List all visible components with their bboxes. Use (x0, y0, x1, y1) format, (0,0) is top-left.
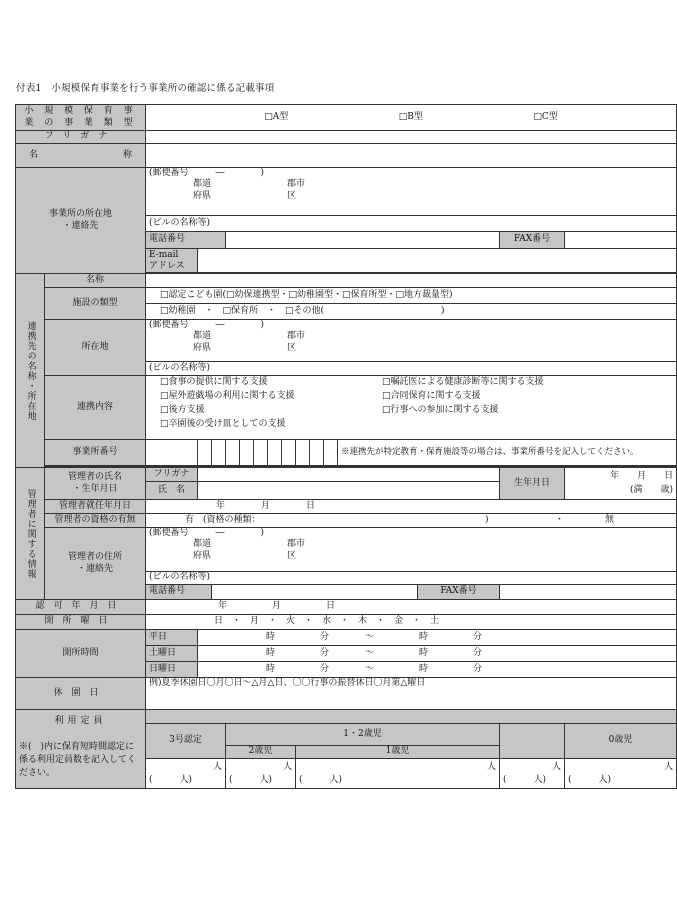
manager-birth-field[interactable]: 年 月 日 (満 歳) (565, 468, 677, 500)
office-number-digit[interactable] (198, 440, 212, 466)
hours-sunday-label: 日曜日 (146, 662, 198, 678)
hours-saturday-field[interactable]: 時 分 ～ 時 分 (198, 646, 677, 662)
manager-birth-label: 生年月日 (500, 468, 565, 500)
partner-name-field[interactable] (146, 274, 677, 288)
manager-city: 郡市 区 (287, 539, 306, 561)
capacity-label-cell (16, 710, 146, 789)
capacity-label: 利用定員 (54, 716, 107, 726)
office-email-field[interactable] (198, 249, 677, 273)
manager-tel-field[interactable] (212, 585, 418, 600)
capacity-unit: 人 (551, 761, 561, 772)
furigana-field[interactable] (146, 131, 677, 144)
partner-facility-option2[interactable]: □幼稚園 ・ □保育所 ・ □その他( ) (146, 304, 677, 320)
name-label: 名 称 (16, 144, 146, 168)
office-postal-block[interactable] (146, 168, 677, 216)
capacity-unit-short: ( 人) (229, 774, 273, 785)
office-city: 郡市 区 (287, 179, 306, 201)
partner-office-number-label: 事業所番号 (45, 440, 146, 466)
manager-postal-block[interactable] (146, 528, 677, 572)
type-options (146, 105, 677, 131)
capacity-age2-field[interactable] (296, 759, 500, 789)
open-days-field[interactable]: 日 ・ 月 ・ 火 ・ 水 ・ 木 ・ 金 ・ 土 (146, 615, 677, 630)
manager-building[interactable]: (ビルの名称等) (146, 572, 677, 585)
partner-facility-option1[interactable]: □認定こども園(□幼保連携型・□幼稚園型・□保育所型・□地方裁量型) (146, 288, 677, 304)
hours-sunday-field[interactable]: 時 分 ～ 時 分 (198, 662, 677, 678)
holidays-field[interactable]: 例)夏季休園日〇月〇日～△月△日、〇〇行事の振替休日〇月第△曜日 (146, 678, 677, 710)
office-number-digit[interactable] (310, 440, 324, 466)
manager-fax-field[interactable] (500, 585, 677, 600)
support-joint-care-checkbox[interactable]: □合同保育に関する支援 (382, 390, 481, 401)
hours-label: 開所時間 (16, 630, 146, 678)
support-playground-checkbox[interactable]: □屋外遊戯場の利用に関する支援 (160, 390, 295, 401)
capacity-unit: 人 (486, 761, 496, 772)
manager-qual-yes[interactable]: 有 (資格の種類： (185, 514, 261, 525)
capacity-age2-label: 2歳児 (226, 746, 296, 759)
partner-name-label: 名称 (45, 274, 146, 288)
form-caption: 付表1 小規模保育事業を行う事業所の確認に係る記載事項 (16, 83, 275, 94)
manager-postal: (郵便番号 ― ) (149, 528, 265, 538)
capacity-unit: 人 (282, 761, 292, 772)
office-number-digit[interactable] (212, 440, 226, 466)
type-label: 小 規 模 保 育 事 業 の 事 業 類 型 (16, 105, 146, 131)
manager-fax-label: FAX番号 (418, 585, 500, 600)
furigana-label: フリガナ (16, 131, 146, 144)
name-field[interactable] (146, 144, 677, 168)
manager-start-label: 管理者就任年月日 (45, 500, 146, 514)
office-number-digit[interactable] (226, 440, 240, 466)
support-backup-checkbox[interactable]: □後方支援 (160, 404, 205, 415)
support-meal-checkbox[interactable]: □食事の提供に関する支援 (160, 377, 268, 387)
hours-weekday-field[interactable]: 時 分 ～ 時 分 (198, 630, 677, 646)
office-fax-label: FAX番号 (500, 232, 565, 249)
manager-side-label: 管理者に関する情報 (16, 468, 45, 600)
approval-label: 認可年月日 (16, 600, 146, 615)
partner-facility-label: 施設の類型 (45, 288, 146, 320)
office-email-label: E-mail アドレス (146, 249, 198, 273)
partner-side-label: 連携先の名称・所在地 (16, 274, 45, 468)
capacity-age1-field[interactable] (500, 759, 565, 789)
partner-postal: (郵便番号 ― ) (149, 320, 265, 330)
office-number-digit[interactable] (296, 440, 310, 466)
office-number-digit[interactable] (324, 440, 338, 466)
manager-qual-field[interactable] (146, 514, 677, 528)
office-postal: (郵便番号 ― ) (149, 168, 265, 178)
open-days-label: 開所曜日 (16, 615, 146, 630)
manager-qual-no[interactable]: 無 (605, 514, 615, 525)
manager-name-label: 氏 名 (146, 482, 198, 500)
capacity-age1-label: 1歳児 (296, 746, 500, 759)
capacity-header-band (146, 710, 677, 724)
partner-postal-block[interactable] (146, 320, 677, 362)
office-number-digit[interactable] (146, 440, 198, 466)
office-number-digit[interactable] (254, 440, 268, 466)
capacity-unit: 人 (664, 761, 674, 772)
support-events-checkbox[interactable]: □行事への参加に関する支援 (382, 404, 499, 415)
office-number-digit[interactable] (268, 440, 282, 466)
manager-qual-sep: ・ (555, 514, 565, 525)
office-tel-label: 電話番号 (146, 232, 226, 249)
type-b-checkbox[interactable]: □B型 (398, 111, 423, 122)
manager-start-field[interactable]: 年 月 日 (146, 500, 677, 514)
type-a-checkbox[interactable]: □A型 (264, 111, 289, 122)
capacity-age12-label: 1・2歳児 (226, 724, 500, 746)
capacity-unit-short: ( 人) (503, 774, 547, 785)
partner-content-label: 連携内容 (45, 376, 146, 440)
capacity-unit: 人 (212, 761, 222, 772)
office-number-digit[interactable] (282, 440, 296, 466)
manager-pref: 都道 府県 (193, 539, 212, 561)
partner-location-label: 所在地 (45, 320, 146, 376)
capacity-age0-label: 0歳児 (565, 724, 677, 759)
type-c-checkbox[interactable]: □C型 (533, 111, 558, 122)
capacity-cert3-field[interactable] (146, 759, 226, 789)
capacity-note: ※( )内に保育短時間認定に係る利用定員数を記入してください。 (19, 742, 137, 779)
holidays-label: 休園日 (16, 678, 146, 710)
partner-city: 郡市 区 (287, 331, 306, 353)
manager-name-field[interactable] (198, 482, 500, 500)
manager-furigana-label: フリガナ (146, 468, 198, 482)
office-building[interactable]: (ビルの名称等) (146, 216, 677, 232)
support-graduation-checkbox[interactable]: □卒園後の受け皿としての支援 (160, 418, 286, 429)
partner-content-options (146, 376, 677, 440)
office-pref: 都道 府県 (193, 179, 212, 201)
hours-weekday-label: 平日 (146, 630, 198, 646)
manager-tel-label: 電話番号 (146, 585, 212, 600)
capacity-unit-short: ( 人) (299, 774, 343, 785)
office-number-digit[interactable] (240, 440, 254, 466)
partner-pref: 都道 府県 (193, 331, 212, 353)
approval-field[interactable]: 年 月 日 (146, 600, 677, 615)
capacity-unit-short: ( 人) (149, 774, 193, 785)
capacity-cert3-label: 3号認定 (146, 724, 226, 759)
capacity-unit-short: ( 人) (568, 774, 612, 785)
manager-qual-label: 管理者の資格の有無 (45, 514, 146, 528)
office-address-label: 事業所の所在地 ・連絡先 (16, 168, 146, 274)
capacity-age0-field[interactable] (565, 759, 677, 789)
capacity-header-spacer (500, 724, 565, 759)
office-fax-field[interactable] (565, 232, 677, 249)
manager-qual-close: ) (485, 514, 489, 525)
partner-building[interactable]: (ビルの名称等) (146, 362, 677, 376)
manager-address-label: 管理者の住所 ・連絡先 (45, 528, 146, 600)
manager-furigana-field[interactable] (198, 468, 500, 482)
office-tel-field[interactable] (226, 232, 500, 249)
capacity-age12-field[interactable] (226, 759, 296, 789)
confirmation-form-table (15, 104, 677, 789)
partner-office-number-note: ※連携先が特定教育・保育施設等の場合は、事業所番号を記入してください。 (338, 440, 677, 466)
support-health-checkbox[interactable]: □嘱託医による健康診断等に関する支援 (382, 377, 544, 387)
hours-saturday-label: 土曜日 (146, 646, 198, 662)
manager-name-birth-label: 管理者の氏名 ・生年月日 (45, 468, 146, 500)
